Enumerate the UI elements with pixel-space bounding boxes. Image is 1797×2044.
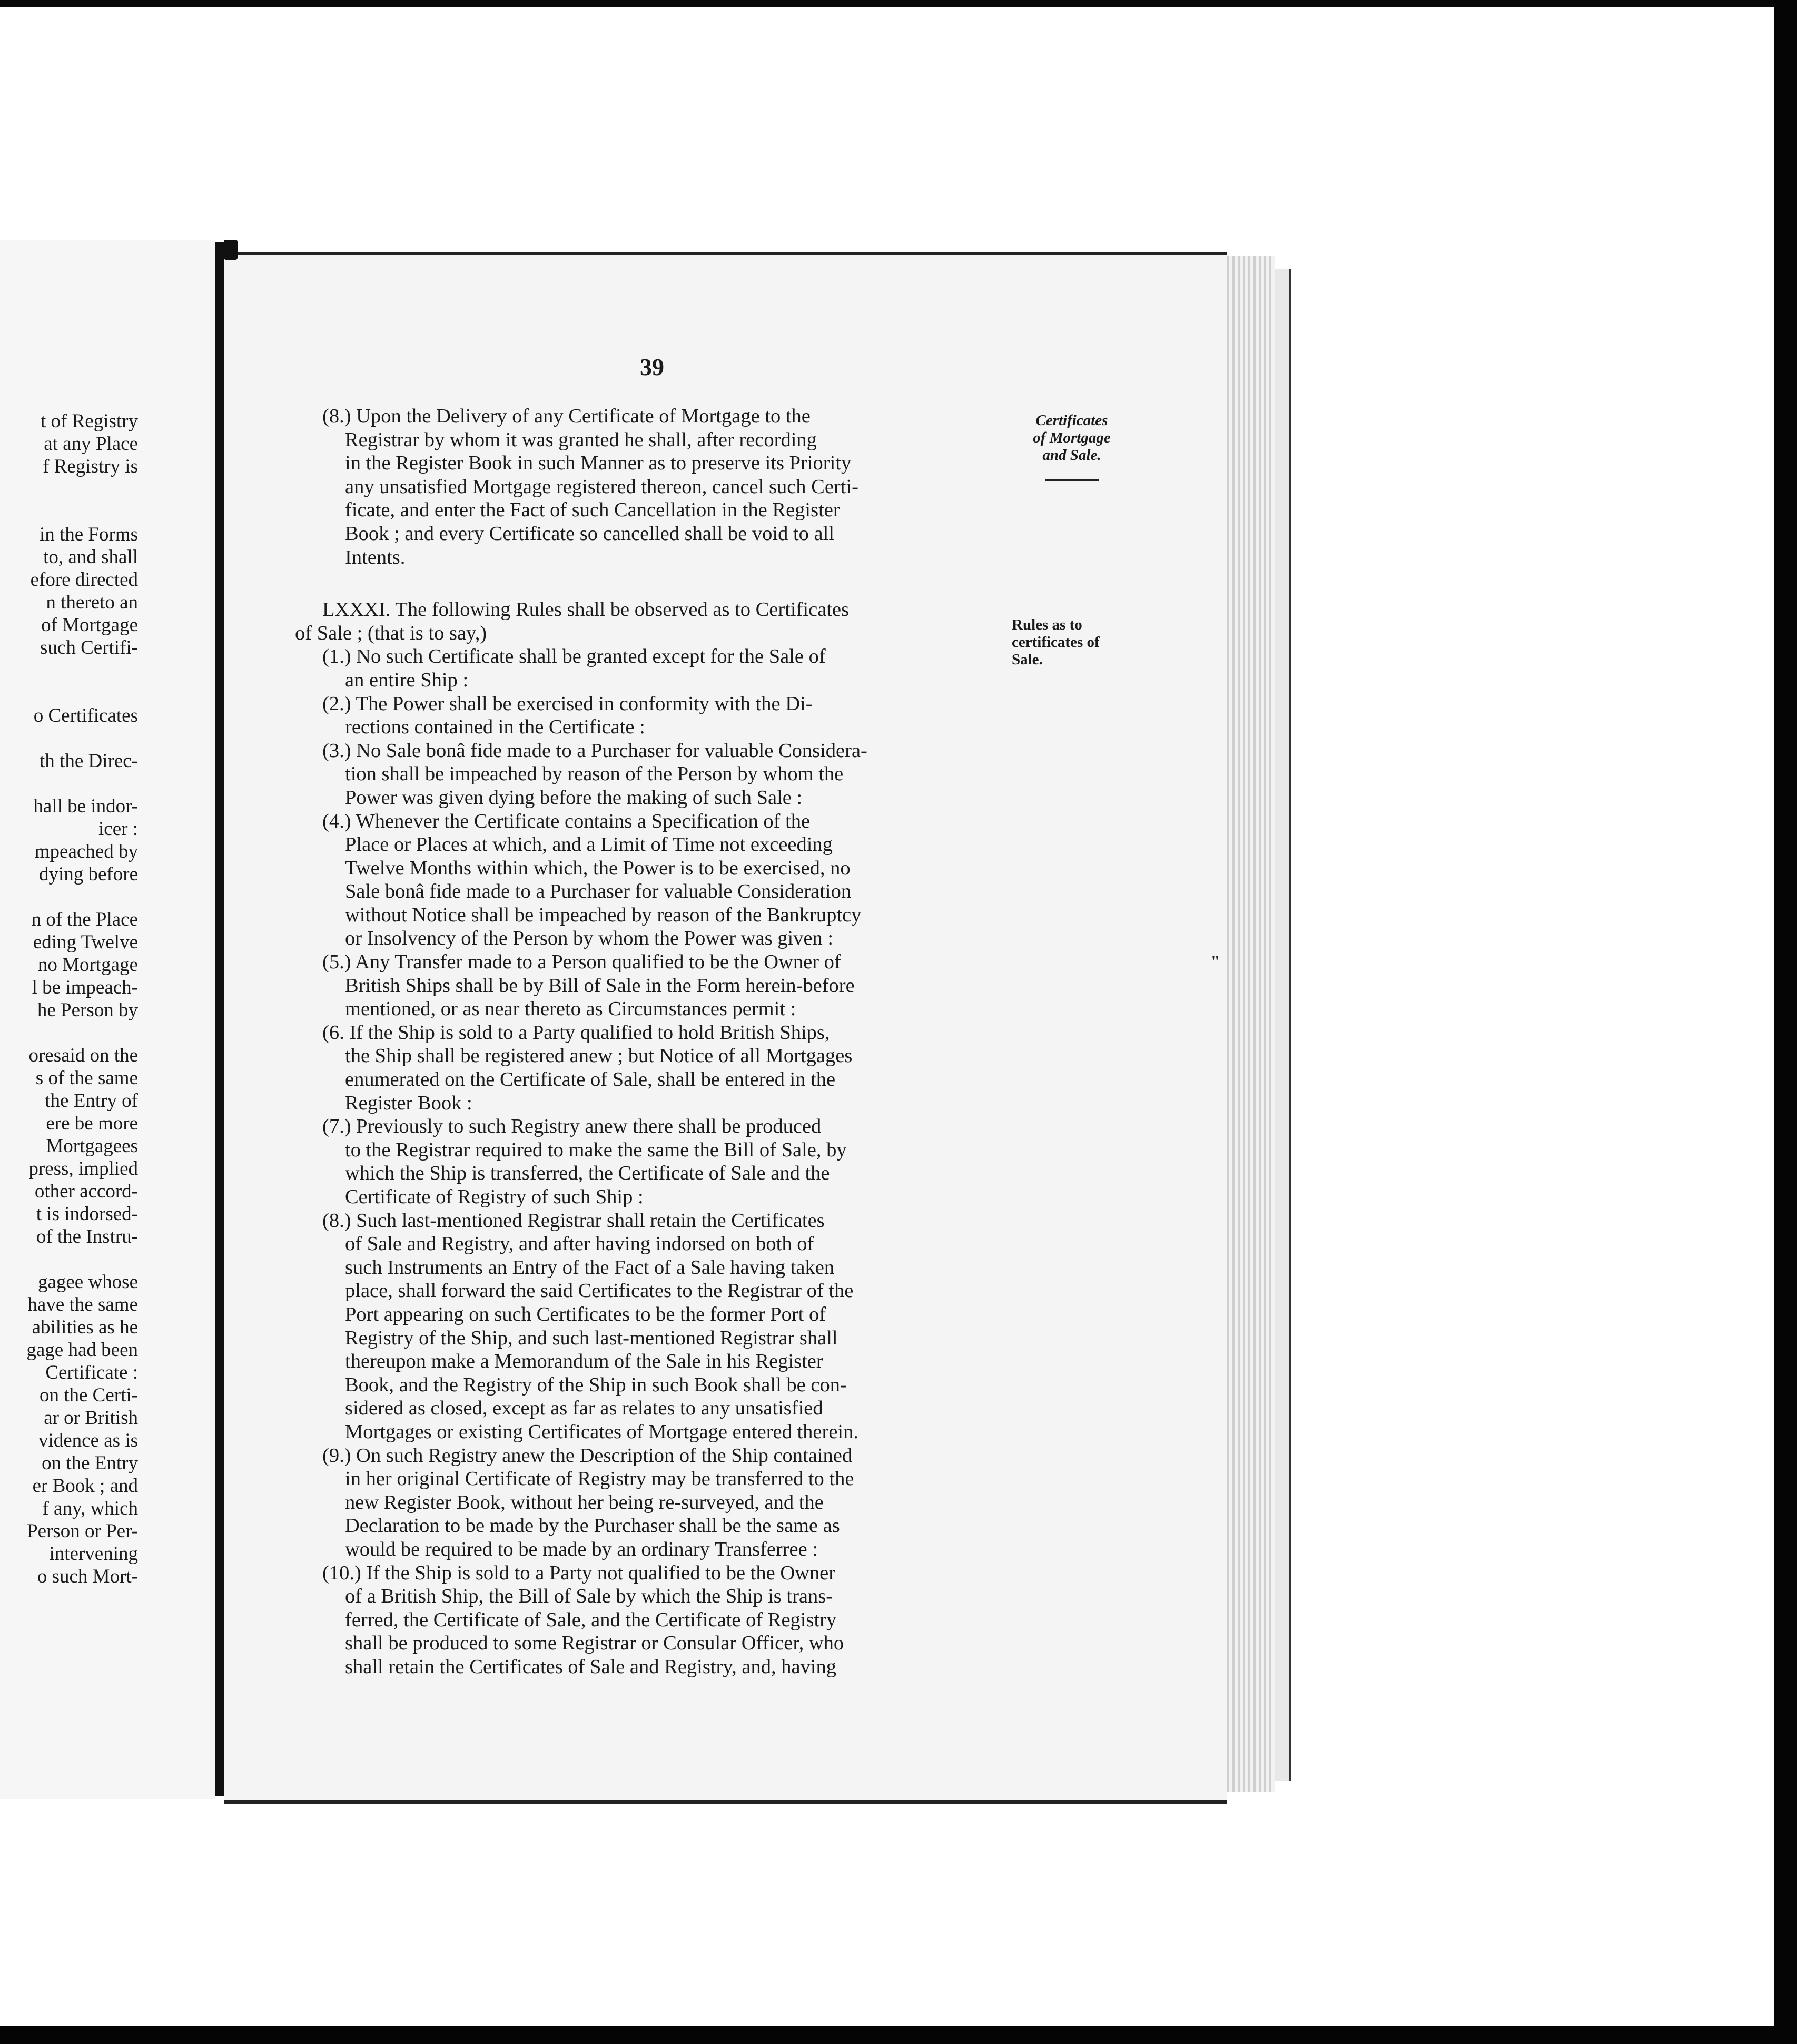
text-line: ferred, the Certificate of Sale, and the Certificate of Registry [345,1608,837,1631]
text-line: Register Book : [345,1092,472,1114]
text-line: Sale bonâ fide made to a Purchaser for valuable Consideration [345,880,852,903]
text-line: (7.) Previously to such Registry anew there shall be produced [322,1115,822,1138]
margin-note-line: Sale. [1012,651,1043,668]
left-fragment-line: at any Place [44,433,138,455]
left-fragment-line: s of the same [35,1067,138,1089]
text-line: sidered as closed, except as far as relates to any unsatisfied [345,1397,823,1420]
text-line: tion shall be impeached by reason of the Person by whom the [345,763,844,785]
text-line: or Insolvency of the Person by whom the Power was given : [345,927,834,950]
text-line: such Instruments an Entry of the Fact of a Sale having taken [345,1256,835,1279]
left-fragment-line: o such Mort- [37,1566,138,1587]
text-line: in her original Certificate of Registry may be transferred to the [345,1468,854,1490]
left-fragment-line: f Registry is [43,456,138,477]
text-line: the Ship shall be registered anew ; but Notice of all Mortgages [345,1045,853,1067]
margin-note-rules-sale [1012,616,1100,669]
left-fragment-line: other accord- [34,1181,138,1202]
text-line: thereupon make a Memorandum of the Sale in his Register [345,1350,823,1373]
left-fragment-line: vidence as is [38,1430,138,1451]
left-fragment-line: on the Entry [42,1452,138,1474]
left-fragment-line: intervening [49,1543,138,1565]
left-fragment-line: dying before [38,863,138,885]
left-fragment-line: he Person by [37,999,138,1021]
text-line: British Ships shall be by Bill of Sale in the Form herein-before [345,974,855,997]
left-fragment-line: such Certifi- [40,637,138,659]
margin-note-rule [1045,479,1099,481]
book-fore-edge [1275,269,1291,1781]
text-line: Intents. [345,546,406,568]
left-fragment-line [0,1248,138,1271]
text-line: enumerated on the Certificate of Sale, shall be entered in the [345,1068,836,1091]
text-line: of Sale ; (that is to say,) [295,622,487,644]
left-fragment-line [0,772,138,795]
text-line: (4.) Whenever the Certificate contains a Specification of the [322,810,811,832]
text-line: LXXXI. The following Rules shall be observed as to Certificates [322,598,850,621]
left-fragment-line: er Book ; and [32,1475,138,1497]
left-fragment-line: abilities as he [32,1316,138,1338]
text-line: (9.) On such Registry anew the Description of the Ship contained [322,1444,853,1467]
left-fragment-line: to, and shall [43,546,138,568]
text-line: Power was given dying before the making of such Sale : [345,786,803,809]
left-fragment-line: have the same [27,1294,138,1315]
text-line: which the Ship is transferred, the Certificate of Sale and the [345,1162,830,1185]
text-line: (8.) Such last-mentioned Registrar shall retain the Certificates [322,1209,825,1232]
text-line: in the Register Book in such Manner as to preserve its Priority [345,452,852,475]
left-fragment-line: n of the Place [31,909,138,930]
margin-note-certificates-mortgage [1030,412,1114,464]
text-line: (1.) No such Certificate shall be granted except for the Sale of [322,645,826,668]
left-fragment-line: in the Forms [39,524,138,545]
left-fragment-line: ere be more [46,1113,138,1134]
text-line: (10.) If the Ship is sold to a Party not qualified to be the Owner [322,1561,836,1584]
text-line: Declaration to be made by the Purchaser shall be the same as [345,1515,840,1537]
left-fragment-line: gagee whose [37,1271,138,1293]
left-fragment-line [0,1021,138,1044]
text-line: any unsatisfied Mortgage registered thereon, cancel such Certi- [345,475,858,498]
scan-border-top [0,0,1797,7]
text-line: (2.) The Power shall be exercised in conformity with the Di- [322,692,813,715]
left-fragment-line: gage had been [26,1339,138,1361]
text-line: without Notice shall be impeached by reason of the Bankruptcy [345,903,862,926]
stray-mark: " [1211,951,1219,972]
paragraph-gap [295,569,1011,598]
text-line: Certificate of Registry of such Ship : [345,1186,644,1208]
paragraph-p8 [295,405,1011,569]
text-line: (5.) Any Transfer made to a Person qualified to be the Owner of [322,951,841,974]
paragraph-r6 [295,1021,1011,1115]
text-line: place, shall forward the said Certificates to the Registrar of the [345,1280,854,1302]
left-fragment-line: the Entry of [45,1090,138,1112]
text-line: to the Registrar required to make the same the Bill of Sale, by [345,1138,847,1161]
text-line: Mortgages or existing Certificates of Mortgage entered therein. [345,1420,859,1443]
left-fragment-line: oresaid on the [28,1045,138,1066]
left-fragment-line: hall be indor- [33,795,138,817]
paragraph-r7 [295,1115,1011,1208]
spine-tab [224,240,238,260]
text-line: would be required to be made by an ordinary Transferree : [345,1538,818,1560]
text-line: Registrar by whom it was granted he shall, after recording [345,428,817,451]
left-fragment-line: press, implied [28,1158,138,1180]
paragraph-r2 [295,692,1011,739]
text-line: shall retain the Certificates of Sale and Registry, and, having [345,1655,836,1678]
page-body-text [295,405,1011,1678]
left-fragment-line [0,682,138,704]
left-fragment-line: of the Instru- [36,1226,138,1247]
left-fragment-line: t of Registry [41,410,138,432]
margin-note-line: certificates of [1012,634,1100,651]
scan-border-right [1774,0,1797,2044]
left-fragment-line: o Certificates [33,705,138,726]
paragraph-r4 [295,810,1011,951]
left-fragment-line: ar or British [44,1407,138,1429]
left-fragment-line: Person or Per- [27,1520,138,1542]
text-line: Book, and the Registry of the Ship in such Book shall be con- [345,1373,847,1396]
page-number: 39 [640,353,664,380]
text-line: mentioned, or as near thereto as Circumstances permit : [345,998,796,1020]
text-line: an entire Ship : [345,669,469,691]
text-line: ficate, and enter the Fact of such Cancellation in the Register [345,499,840,522]
left-fragment-line: of Mortgage [41,614,138,636]
paragraph-r10 [295,1561,1011,1679]
left-fragment-line [0,659,138,682]
text-line: Twelve Months within which, the Power is to be exercised, no [345,857,851,879]
left-fragment-line: t is indorsed- [36,1203,138,1225]
left-fragment-line: on the Certi- [39,1384,138,1406]
text-line: of Sale and Registry, and after having indorsed on both of [345,1233,814,1255]
text-line: Book ; and every Certificate so cancelled shall be void to all [345,522,835,545]
left-fragment-line: Certificate : [45,1362,138,1383]
left-fragment-line [0,886,138,908]
left-fragment-line [0,500,138,523]
text-line: (6. If the Ship is sold to a Party qualified to hold British Ships, [322,1021,830,1044]
margin-note-line: of Mortgage [1033,429,1111,446]
left-page-fragments [0,410,138,1588]
margin-note-line: Rules as to [1012,616,1082,633]
paragraph-r3 [295,739,1011,810]
left-fragment-line: th the Direc- [40,750,138,772]
left-fragment-line: mpeached by [34,841,138,862]
left-fragment-line: n thereto an [46,592,138,613]
paragraph-r9 [295,1444,1011,1561]
left-fragment-line: eding Twelve [33,931,138,953]
text-line: (3.) No Sale bonâ fide made to a Purchaser for valuable Considera- [322,739,867,762]
page-edge-stack [1227,256,1275,1792]
paragraph-lxxxi [295,598,1011,645]
text-line: rections contained in the Certificate : [345,716,645,739]
left-fragment-line: f any, which [42,1498,138,1519]
left-fragment-line: Mortgagees [46,1135,138,1157]
text-line: Registry of the Ship, and such last-mentioned Registrar shall [345,1326,838,1349]
left-fragment-line: efore directed [30,569,138,591]
text-line: (8.) Upon the Delivery of any Certificate of Mortgage to the [322,405,811,427]
text-line: new Register Book, without her being re-surveyed, and the [345,1491,824,1514]
paragraph-r1 [295,645,1011,692]
text-line: Place or Places at which, and a Limit of Time not exceeding [345,833,833,856]
scan-border-bottom [0,2026,1797,2044]
text-line: of a British Ship, the Bill of Sale by which the Ship is trans- [345,1585,833,1608]
margin-note-line: and Sale. [1042,447,1101,464]
left-fragment-line [0,478,138,500]
left-fragment-line: icer : [98,818,138,840]
margin-note-line: Certificates [1035,412,1108,429]
paragraph-r8 [295,1209,1011,1444]
paragraph-r5 [295,950,1011,1021]
left-fragment-line [0,727,138,750]
book-spine [215,242,224,1796]
text-line: shall be produced to some Registrar or Consular Officer, who [345,1632,844,1655]
text-line: Port appearing on such Certificates to be the former Port of [345,1303,826,1325]
left-fragment-line: no Mortgage [37,954,138,976]
left-fragment-line: l be impeach- [32,977,138,998]
